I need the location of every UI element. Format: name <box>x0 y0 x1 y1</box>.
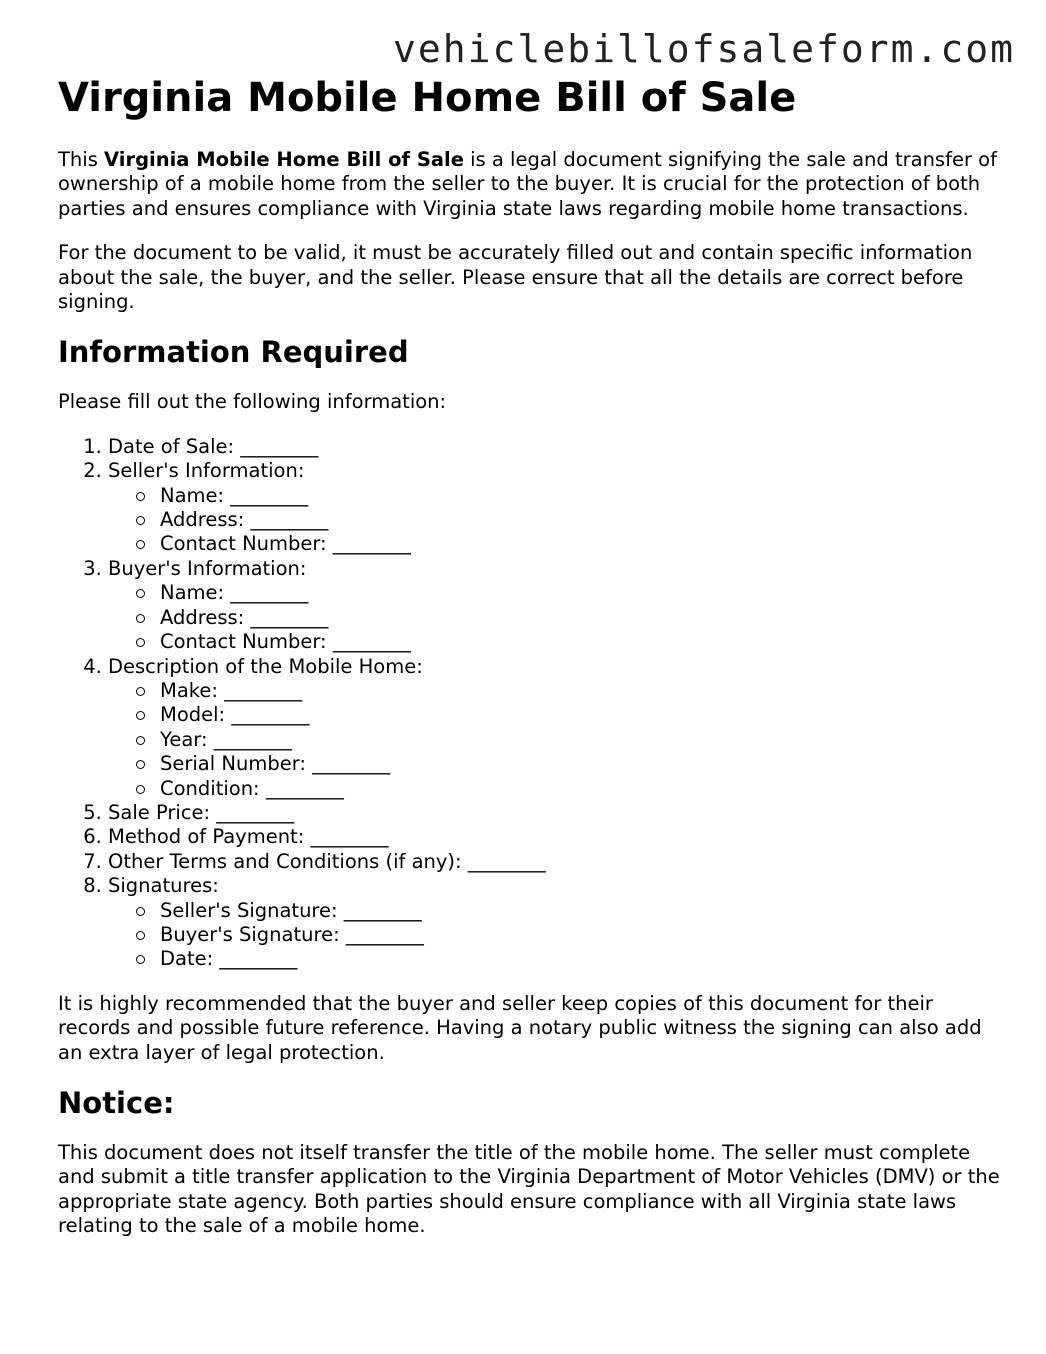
list-item-payment-method: 6. Method of Payment: ________ <box>108 825 1003 849</box>
signatures-sublist <box>108 899 1003 972</box>
notice-heading: Notice: <box>58 1086 175 1120</box>
condition-field: Condition: ________ <box>160 777 1003 801</box>
seller-signature-field: Seller's Signature: ________ <box>160 899 1003 923</box>
model-field: Model: ________ <box>160 703 1003 727</box>
buyer-info-sublist <box>108 581 1003 654</box>
info-intro: Please fill out the following information: <box>58 390 447 414</box>
signature-date-field: Date: ________ <box>160 947 1003 971</box>
description-sublist <box>108 679 1003 801</box>
seller-address-field: Address: ________ <box>160 508 1003 532</box>
buyer-address-field: Address: ________ <box>160 606 1003 630</box>
validity-paragraph: For the document to be valid, it must be accurately filled out and contain specific information about the sale, the buyer, and the seller. Please ensure that all the details are correct before signing. <box>58 241 973 314</box>
seller-info-label: Seller's Information: <box>108 459 305 483</box>
page-title: Virginia Mobile Home Bill of Sale <box>58 75 797 121</box>
seller-contact-field: Contact Number: ________ <box>160 532 1003 556</box>
intro-paragraph <box>58 148 1003 221</box>
seller-info-sublist <box>108 484 1003 557</box>
info-list <box>58 435 1003 972</box>
buyer-contact-field: Contact Number: ________ <box>160 630 1003 654</box>
document-body <box>58 74 1003 1259</box>
buyer-signature-field: Buyer's Signature: ________ <box>160 923 1003 947</box>
buyer-info-label: Buyer's Information: <box>108 556 307 580</box>
description-label: Description of the Mobile Home: <box>108 654 423 678</box>
site-watermark: vehiclebillofsaleform.com <box>393 27 1015 71</box>
serial-number-field: Serial Number: ________ <box>160 752 1003 776</box>
intro-prefix: This <box>58 148 105 171</box>
notice-paragraph: This document does not itself transfer the title of the mobile home. The seller must complete and submit a title transfer application to the Virginia Department of Motor Vehicles (DMV) or the appropriate state agency. Both parties should ensure compliance with all Virginia state laws relating to the sale of a mobile home. <box>58 1141 1000 1238</box>
list-item-seller-info <box>108 459 1003 557</box>
intro-bold-title: Virginia Mobile Home Bill of Sale <box>104 148 464 171</box>
buyer-name-field: Name: ________ <box>160 581 1003 605</box>
list-item-description <box>108 655 1003 801</box>
list-item-other-terms: 7. Other Terms and Conditions (if any): ________ <box>108 850 1003 874</box>
list-item-signatures <box>108 874 1003 972</box>
signatures-label: Signatures: <box>108 874 219 898</box>
list-item-buyer-info <box>108 557 1003 655</box>
recommendation-paragraph: It is highly recommended that the buyer and seller keep copies of this document for their records and possible future reference. Having a notary public witness the signing can also add an extra layer of legal protection. <box>58 991 982 1064</box>
list-item-date-of-sale: 1. Date of Sale: ________ <box>108 435 1003 459</box>
intro-suffix: is a legal document signifying the sale and transfer of ownership of a mobile home from the seller to the buyer. It is crucial for the protection of both parties and ensures compliance with Virginia state laws regarding mobile home transactions. <box>58 148 997 220</box>
info-required-heading: Information Required <box>58 335 409 370</box>
seller-name-field: Name: ________ <box>160 484 1003 508</box>
year-field: Year: ________ <box>160 728 1003 752</box>
make-field: Make: ________ <box>160 679 1003 703</box>
list-item-sale-price: 5. Sale Price: ________ <box>108 801 1003 825</box>
